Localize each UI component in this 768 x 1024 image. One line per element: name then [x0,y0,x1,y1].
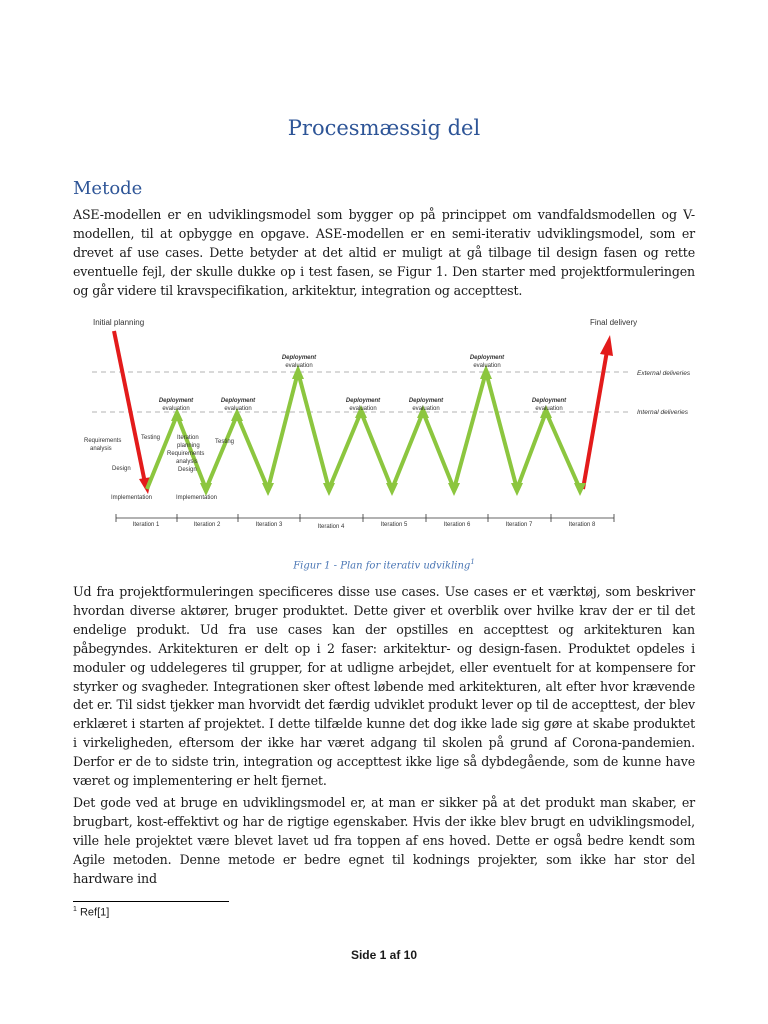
evaluation-label: evaluation [349,406,377,412]
paragraph-2: Ud fra projektformuleringen specificeres disse use cases. Use cases er et værktøj, som beskriver hvordan diverse aktører, bruger produktet. Dette giver et overblik over hvilke krav der er til det endelige produkt. Ud fra use cases kan der opstilles en accepttest og arkitekturen kan påbegyndes. Arkitekturen er delt op i 2 faser: arkitektur- og design-fasen. Produktet opdeles i moduler og uddelegeres til grupper, for at udligne arbejdet, eller eventuelt for at kompensere for styrker og svagheder. Integrationen sker oftest løbende med arkitekturen, alt efter hvor krævende det er. Til sidst tjekker man hvorvidt det færdig udviklet produkt lever op til de accepttest, der blev erklæret i starten af projektet. I dette tilfælde kunne det dog ikke lade sig gøre at skabe produktet i virkeligheden, eftersom der ikke har været adgang til skolen på grund af Corona-pandemien. Derfor er de to sidste trin, integration og accepttest ikke lige så dybdegående, som de kunne have været og implementering er helt fjernet. [73,584,695,789]
arrowhead [262,483,274,496]
design-label: Design [178,467,197,473]
testing-label: Testing [215,439,235,445]
initial-planning-label: Initial planning [93,318,145,327]
analysis-label: analysis [176,459,198,465]
arrowhead [323,483,335,496]
deployment-label: Deployment [345,398,381,404]
section-heading: Metode [73,178,143,199]
page-number: Side 1 af 10 [350,948,418,962]
deployment-label: Deployment [531,398,567,404]
evaluation-label: evaluation [473,363,501,369]
figure-svg [84,303,696,548]
paragraph-1: ASE-modellen er en udviklingsmodel som bygger op på princippet om vandfaldsmodellen og V-modellen, til at opbygge en opgave. ASE-modellen er en semi-iterativ udviklingsmodel, som er drevet af use cases. Dette betyder at det altid er muligt at gå tilbage til design fasen og rette eventuelle fejl, der skulle dukke op i test fasen, se Figur 1. Den starter med projektformuleringen og går videre til kravspecifikation, arkitektur, integration og accepttest. [73,207,695,298]
testing-label: Testing [141,435,161,441]
evaluation-label: evaluation [224,406,252,412]
iteration-8-label: Iteration 8 [568,522,596,528]
iteration-7-label: Iteration 7 [505,522,533,528]
iteration-4-label: Iteration 4 [317,524,345,530]
caption-text: Figur 1 - Plan for iterativ udvikling [293,560,471,572]
requirements-label: Requirements [167,451,205,457]
initial-planning-arrow [114,331,145,483]
implementation-label: Implementation [111,495,153,501]
footnote-text: Ref[1] [79,906,110,919]
arrowhead [448,483,460,496]
deployment-label: Deployment [408,398,444,404]
iteration-6-label: Iteration 6 [443,522,471,528]
iteration-timeline [116,514,614,522]
caption-footnote-ref[interactable]: 1 [470,558,475,566]
deployment-label: Deployment [220,398,256,404]
evaluation-label: evaluation [535,406,563,412]
iteration-1-label: Iteration 1 [132,522,160,528]
iterative-development-figure [84,303,696,548]
evaluation-label: evaluation [285,363,313,369]
analysis-label: analysis [90,446,112,452]
footnote-separator [73,901,229,902]
evaluation-label: evaluation [162,406,190,412]
page-title: Procesmæssig del [287,116,481,140]
deployment-label: Deployment [469,355,505,361]
iteration-label: Iteration [177,435,199,441]
arrowhead [386,483,398,496]
final-delivery-label: Final delivery [590,318,638,327]
iteration-5-label: Iteration 5 [380,522,408,528]
internal-deliveries-label: Internal deliveries [637,409,688,416]
arrowhead [574,483,586,496]
paragraph-3: Det gode ved at bruge en udviklingsmodel er, at man er sikker på at det produkt man skaber, er brugbart, kost-effektivt og har de rigtige egenskaber. Hvis der ikke blev brugt en udviklingsmodel, ville hele projektet være blevet lavet ud fra toppen af ens hoved. Dette er også bedre kendt som Agile metoden. Denne metode er bedre egnet til kodnings projekter, som ikke har stor del hardware ind [73,795,695,886]
final-delivery-arrowhead [600,335,613,356]
implementation-label: Implementation [176,495,218,501]
deployment-label: Deployment [158,398,194,404]
iteration-zigzag [147,372,580,489]
final-delivery-arrow [583,351,607,489]
requirements-label: Requirements [84,438,122,444]
external-deliveries-label: External deliveries [637,370,691,377]
deployment-label: Deployment [281,355,317,361]
iteration-2-label: Iteration 2 [193,522,221,528]
arrowhead [511,483,523,496]
figure-caption [0,558,768,571]
evaluation-label: evaluation [412,406,440,412]
footnote [73,906,109,919]
planning-label: planning [177,443,200,449]
design-label: Design [112,466,131,472]
footnote-number: 1 [73,906,77,913]
iteration-3-label: Iteration 3 [255,522,283,528]
